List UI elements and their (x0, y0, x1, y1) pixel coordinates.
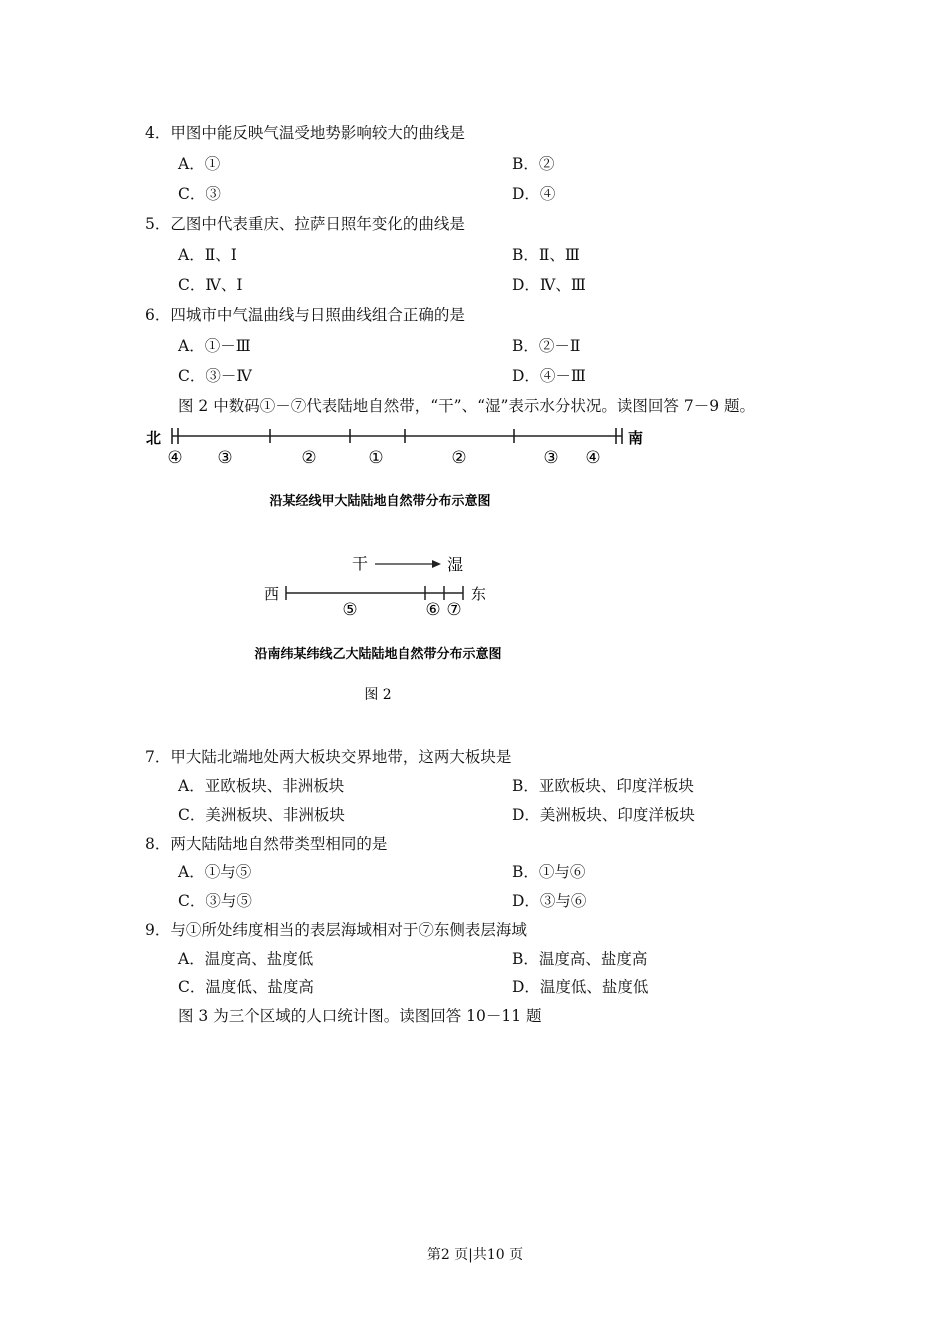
bottom-diagram-caption: 沿南纬某纬线乙大陆陆地自然带分布示意图 (254, 647, 502, 662)
q7-option-c: C．美洲板块、非洲板块 (178, 806, 345, 824)
top-zone-label: ② (451, 448, 467, 468)
q5-option-c: C．Ⅳ、Ⅰ (178, 276, 243, 294)
figure-2-intro: 图 2 中数码①－⑦代表陆地自然带，“干”、“湿”表示水分状况。读图回答 7－9 题。 (178, 397, 755, 415)
bottom-zone-label: ⑤ (342, 600, 358, 620)
q9-option-a: A．温度高、盐度低 (178, 950, 314, 968)
bottom-zone-label: ⑦ (446, 600, 462, 620)
arrow-head-icon (432, 560, 441, 568)
q4-option-c: C．③ (178, 185, 221, 203)
top-diagram-caption: 沿某经线甲大陆陆地自然带分布示意图 (269, 494, 491, 509)
question-5-stem: 5．乙图中代表重庆、拉萨日照年变化的曲线是 (145, 215, 465, 233)
wet-label: 湿 (446, 555, 464, 574)
q5-option-d: D．Ⅳ、Ⅲ (512, 276, 586, 294)
question-8-stem: 8．两大陆陆地自然带类型相同的是 (145, 835, 388, 853)
q6-option-c: C．③－Ⅳ (178, 367, 252, 385)
top-zone-label: ① (368, 448, 384, 468)
q9-option-b: B．温度高、盐度高 (512, 950, 648, 968)
q7-option-d: D．美洲板块、印度洋板块 (512, 806, 695, 824)
east-label: 东 (471, 585, 487, 603)
q7-option-b: B．亚欧板块、印度洋板块 (512, 777, 694, 795)
q9-option-d: D．温度低、盐度低 (512, 978, 649, 996)
q6-option-a: A．①－Ⅲ (178, 337, 251, 355)
top-zone-label: ④ (167, 448, 183, 468)
top-zone-label: ③ (217, 448, 233, 468)
q8-option-c: C．③与⑤ (178, 892, 252, 910)
q6-option-d: D．④－Ⅲ (512, 367, 586, 385)
west-label: 西 (264, 585, 280, 603)
q4-option-a: A．① (178, 155, 221, 173)
q7-option-a: A．亚欧板块、非洲板块 (178, 777, 345, 795)
q4-option-d: D．④ (512, 185, 556, 203)
q8-option-d: D．③与⑥ (512, 892, 587, 910)
bottom-zone-label: ⑥ (425, 600, 441, 620)
q4-option-b: B．② (512, 155, 555, 173)
question-6-stem: 6．四城市中气温曲线与日照曲线组合正确的是 (145, 306, 465, 324)
north-label: 北 (146, 429, 162, 447)
figure-label: 图 2 (364, 687, 392, 703)
q6-option-b: B．②－Ⅱ (512, 337, 581, 355)
figure-3-intro: 图 3 为三个区域的人口统计图。读图回答 10－11 题 (178, 1007, 542, 1025)
q9-option-c: C．温度低、盐度高 (178, 978, 314, 996)
q8-option-b: B．①与⑥ (512, 863, 586, 881)
q5-option-a: A．Ⅱ、Ⅰ (178, 246, 237, 264)
q5-option-b: B．Ⅱ、Ⅲ (512, 246, 580, 264)
question-4-stem: 4．甲图中能反映气温受地势影响较大的曲线是 (145, 124, 465, 142)
dry-label: 干 (351, 554, 369, 573)
top-zone-label: ④ (585, 448, 601, 468)
top-zone-label: ③ (543, 448, 559, 468)
top-zone-label: ② (301, 448, 317, 468)
page-footer: 第2 页|共10 页 (426, 1247, 524, 1263)
question-7-stem: 7．甲大陆北端地处两大板块交界地带，这两大板块是 (145, 748, 512, 766)
south-label: 南 (628, 429, 644, 447)
q8-option-a: A．①与⑤ (178, 863, 252, 881)
question-9-stem: 9．与①所处纬度相当的表层海域相对于⑦东侧表层海域 (145, 921, 527, 939)
